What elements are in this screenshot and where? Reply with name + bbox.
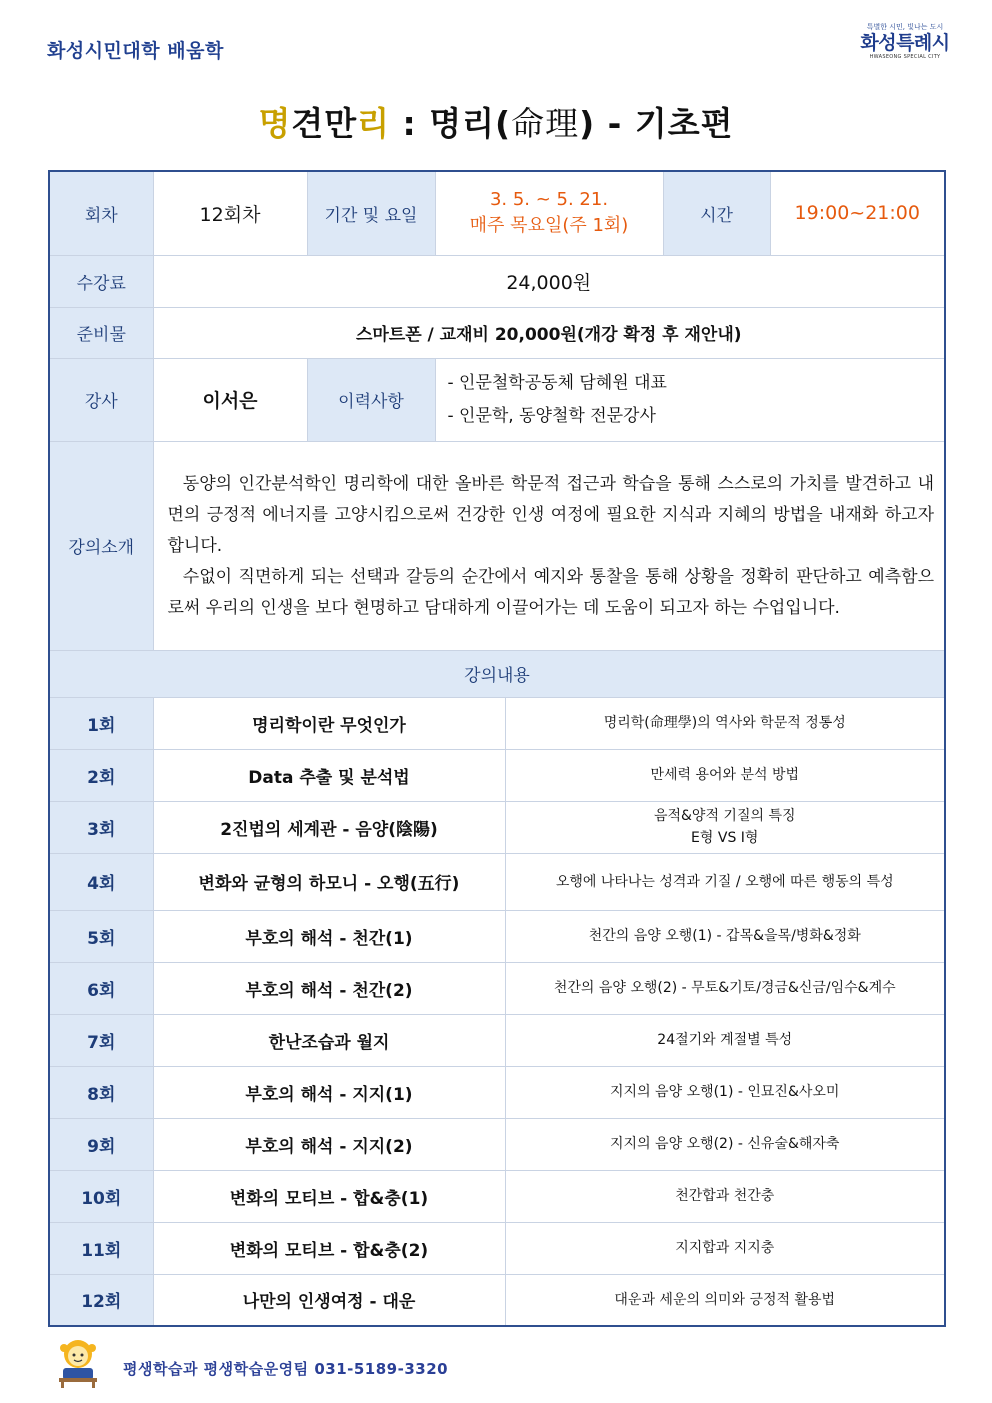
session-description: 음적&양적 기질의 특징 E형 VS I형 — [505, 801, 945, 853]
session-number: 2회 — [49, 749, 153, 801]
footer-contact: 평생학습과 평생학습운영팀 031-5189-3320 — [123, 1360, 449, 1378]
header-title: 화성시민대학 배움학 — [47, 40, 224, 62]
session-topic: 변화와 균형의 하모니 - 오행(五行) — [153, 853, 505, 910]
session-row — [49, 1274, 945, 1326]
logo-name: 화성특례시 — [860, 32, 950, 54]
session-row — [49, 1222, 945, 1274]
session-topic: Data 추출 및 분석법 — [153, 749, 505, 801]
session-label: 회차 — [49, 171, 153, 255]
session-description: 지지의 음양 오행(2) - 신유술&해자축 — [505, 1118, 945, 1170]
session-row — [49, 1014, 945, 1066]
intro-paragraph: 동양의 인간분석학인 명리학에 대한 올바른 학문적 접근과 학습을 통해 스스로의 가치를 발견하고 내면의 긍정적 에너지를 고양시킴으로써 건강한 인생 여정에 필요한 지식과 지혜의 방법을 내재화 하고자 합니다. — [167, 474, 934, 556]
title-part1: 명 — [258, 104, 292, 143]
session-description: 24절기와 계절별 특성 — [505, 1014, 945, 1066]
session-number: 7회 — [49, 1014, 153, 1066]
time-value: 19:00~21:00 — [770, 171, 945, 255]
session-number: 4회 — [49, 853, 153, 910]
session-number: 11회 — [49, 1222, 153, 1274]
session-topic: 부호의 해석 - 지지(2) — [153, 1118, 505, 1170]
course-table — [48, 170, 946, 1327]
session-row — [49, 1170, 945, 1222]
instructor-label: 강사 — [49, 358, 153, 441]
intro-paragraph: 수없이 직면하게 되는 선택과 갈등의 순간에서 예지와 통찰을 통해 상황을 정확히 판단하고 예측함으로써 우리의 인생을 보다 현명하고 담대하게 이끌어가는 데 도움이 되고자 하는 수업입니다. — [167, 567, 934, 618]
info-row-intro — [49, 441, 945, 650]
title-part3: 리 — [357, 104, 391, 143]
footer — [55, 1338, 655, 1388]
session-description: 천간합과 천간충 — [505, 1170, 945, 1222]
career-list — [435, 358, 945, 441]
info-row-instructor — [49, 358, 945, 441]
instructor-name: 이서은 — [153, 358, 307, 441]
city-logo — [855, 22, 955, 68]
supplies-label: 준비물 — [49, 307, 153, 358]
session-description: 지지의 음양 오행(1) - 인묘진&사오미 — [505, 1066, 945, 1118]
session-topic: 변화의 모티브 - 합&충(2) — [153, 1222, 505, 1274]
logo-english: HWASEONG SPECIAL CITY — [869, 54, 941, 60]
title-part2: 견만 — [291, 104, 358, 143]
session-number: 12회 — [49, 1274, 153, 1326]
session-topic: 변화의 모티브 - 합&충(1) — [153, 1170, 505, 1222]
session-row — [49, 801, 945, 853]
career-item: - 인문학, 동양철학 전문강사 — [447, 405, 656, 426]
session-list — [49, 697, 945, 1326]
session-row — [49, 749, 945, 801]
session-description: 지지합과 지지충 — [505, 1222, 945, 1274]
session-number: 10회 — [49, 1170, 153, 1222]
session-topic: 부호의 해석 - 지지(1) — [153, 1066, 505, 1118]
info-row-supplies — [49, 307, 945, 358]
session-description: 천간의 음양 오행(1) - 갑목&을목/병화&정화 — [505, 910, 945, 962]
supplies-value: 스마트폰 / 교재비 20,000원(개강 확정 후 재안내) — [153, 307, 945, 358]
session-description: 오행에 나타나는 성격과 기질 / 오행에 따른 행동의 특성 — [505, 853, 945, 910]
session-topic: 부호의 해석 - 천간(2) — [153, 962, 505, 1014]
content-header-row — [49, 650, 945, 697]
fee-label: 수강료 — [49, 255, 153, 307]
content-header: 강의내용 — [49, 650, 945, 697]
period-value — [435, 171, 663, 255]
intro-text — [153, 441, 945, 650]
session-description: 천간의 음양 오행(2) - 무토&기토/경금&신금/임수&계수 — [505, 962, 945, 1014]
session-description: 명리학(命理學)의 역사와 학문적 정통성 — [505, 697, 945, 749]
session-number: 5회 — [49, 910, 153, 962]
time-label: 시간 — [663, 171, 770, 255]
intro-label: 강의소개 — [49, 441, 153, 650]
mascot-icon — [55, 1338, 101, 1388]
session-description: 만세력 용어와 분석 방법 — [505, 749, 945, 801]
session-number: 1회 — [49, 697, 153, 749]
page-title — [0, 98, 992, 145]
session-row — [49, 1066, 945, 1118]
session-topic: 명리학이란 무엇인가 — [153, 697, 505, 749]
title-part5: ) - 기초편 — [579, 104, 734, 143]
session-number: 8회 — [49, 1066, 153, 1118]
fee-value: 24,000원 — [153, 255, 945, 307]
period-label: 기간 및 요일 — [307, 171, 435, 255]
session-number: 3회 — [49, 801, 153, 853]
session-row — [49, 697, 945, 749]
session-topic: 한난조습과 월지 — [153, 1014, 505, 1066]
session-number: 6회 — [49, 962, 153, 1014]
session-row — [49, 853, 945, 910]
title-hanja: 命理 — [511, 104, 580, 143]
session-row — [49, 962, 945, 1014]
logo-slogan: 특별한 시민, 빛나는 도시 — [866, 23, 944, 31]
session-row — [49, 910, 945, 962]
info-row-fee — [49, 255, 945, 307]
career-item: - 인문철학공동체 담혜원 대표 — [447, 372, 667, 393]
info-row-session — [49, 171, 945, 255]
career-label: 이력사항 — [307, 358, 435, 441]
period-dates: 3. 5. ~ 5. 21. — [489, 189, 609, 211]
title-part4: : 명리( — [390, 104, 512, 143]
period-weekday: 매주 목요일(주 1회) — [469, 215, 629, 237]
session-topic: 나만의 인생여정 - 대운 — [153, 1274, 505, 1326]
session-row — [49, 1118, 945, 1170]
session-number: 9회 — [49, 1118, 153, 1170]
session-topic: 부호의 해석 - 천간(1) — [153, 910, 505, 962]
session-value: 12회차 — [153, 171, 307, 255]
session-topic: 2진법의 세계관 - 음양(陰陽) — [153, 801, 505, 853]
session-description: 대운과 세운의 의미와 긍정적 활용법 — [505, 1274, 945, 1326]
